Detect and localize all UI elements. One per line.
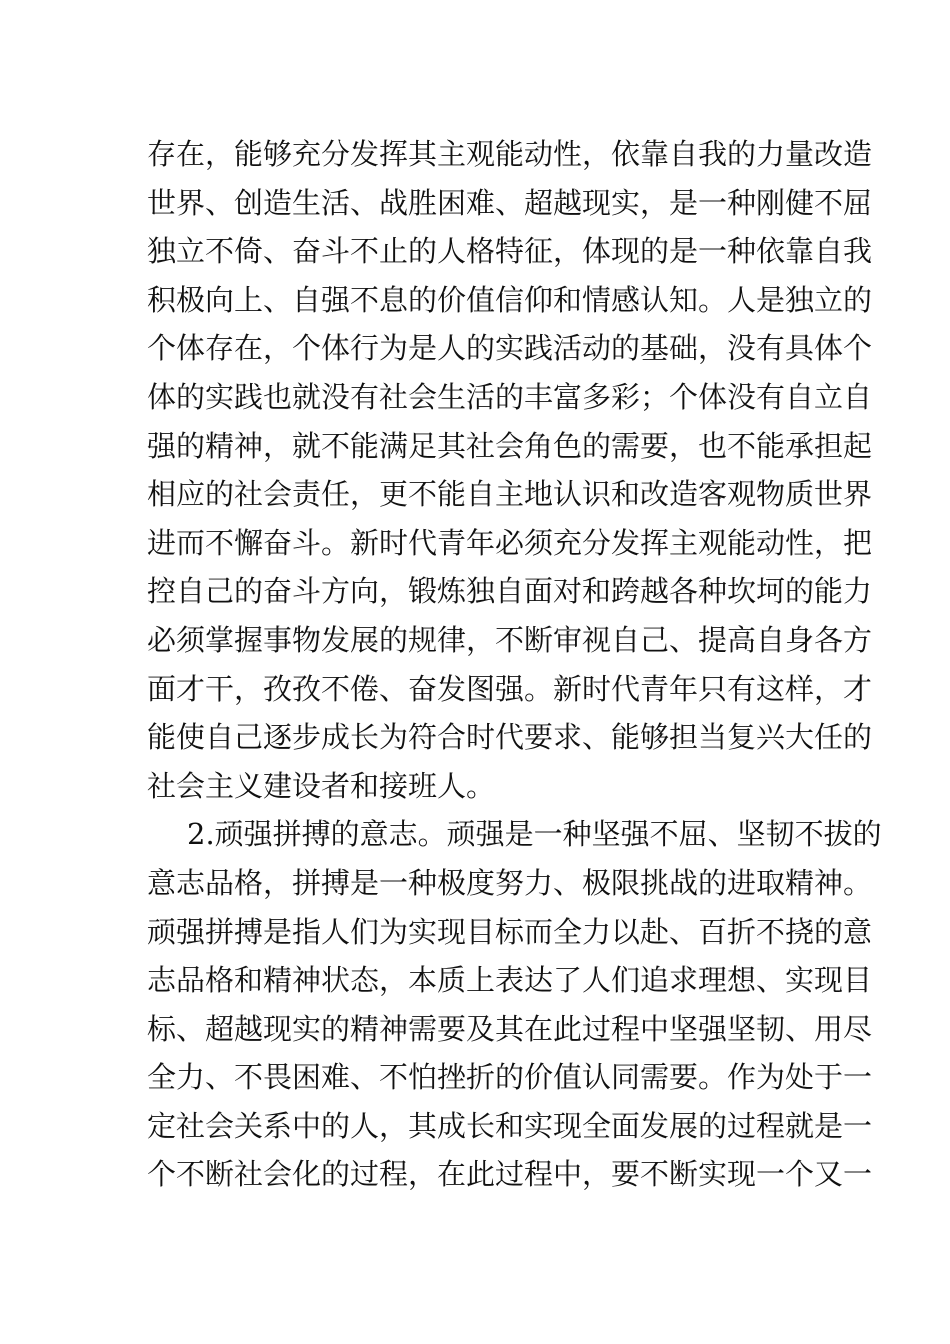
text-line: 面才干，孜孜不倦、奋发图强。新时代青年只有这样，才 [147,671,873,706]
text-line: 能使自己逐步成长为符合时代要求、能够担当复兴大任的 [147,720,873,755]
paragraph-2 [147,810,882,1199]
text-line: 强的精神，就不能满足其社会角色的需要，也不能承担起 [147,428,873,463]
text-line: 标、超越现实的精神需要及其在此过程中坚强坚韧、用尽 [147,1011,873,1046]
text-line: 志品格和精神状态，本质上表达了人们追求理想、实现目 [147,963,873,998]
text-line: 存在，能够充分发挥其主观能动性，依靠自我的力量改造 [147,137,873,171]
text-line: 相应的社会责任，更不能自主地认识和改造客观物质世界 [147,477,873,512]
text-line: 全力、不畏困难、不怕挫折的价值认同需要。作为处于一 [147,1060,873,1095]
paragraph-1 [147,130,873,810]
text-line: 必须掌握事物发展的规律，不断审视自己、提高自身各方 [147,622,873,657]
text-line-indented: 2.顽强拼搏的意志。顽强是一种坚强不屈、坚韧不拔的 [187,817,882,852]
text-line: 控自己的奋斗方向，锻炼独自面对和跨越各种坎坷的能力 [147,574,873,609]
text-line: 进而不懈奋斗。新时代青年必须充分发挥主观能动性，把 [147,525,873,560]
text-line: 定社会关系中的人，其成长和实现全面发展的过程就是一 [147,1108,873,1143]
text-line: 意志品格，拼搏是一种极度努力、极限挑战的进取精神。 [147,865,873,900]
text-line: 顽强拼搏是指人们为实现目标而全力以赴、百折不挠的意 [147,914,873,949]
text-line: 个体存在，个体行为是人的实践活动的基础，没有具体个 [147,331,873,366]
body-text [147,130,882,1199]
text-line: 世界、创造生活、战胜困难、超越现实，是一种刚健不屈 [147,185,873,220]
text-line: 个不断社会化的过程，在此过程中，要不断实现一个又一 [147,1157,873,1192]
text-line: 积极向上、自强不息的价值信仰和情感认知。人是独立的 [147,282,873,317]
text-line: 社会主义建设者和接班人。 [147,768,496,803]
text-line: 体的实践也就没有社会生活的丰富多彩；个体没有自立自 [147,379,873,414]
text-line: 独立不倚、奋斗不止的人格特征，体现的是一种依靠自我 [147,234,873,269]
